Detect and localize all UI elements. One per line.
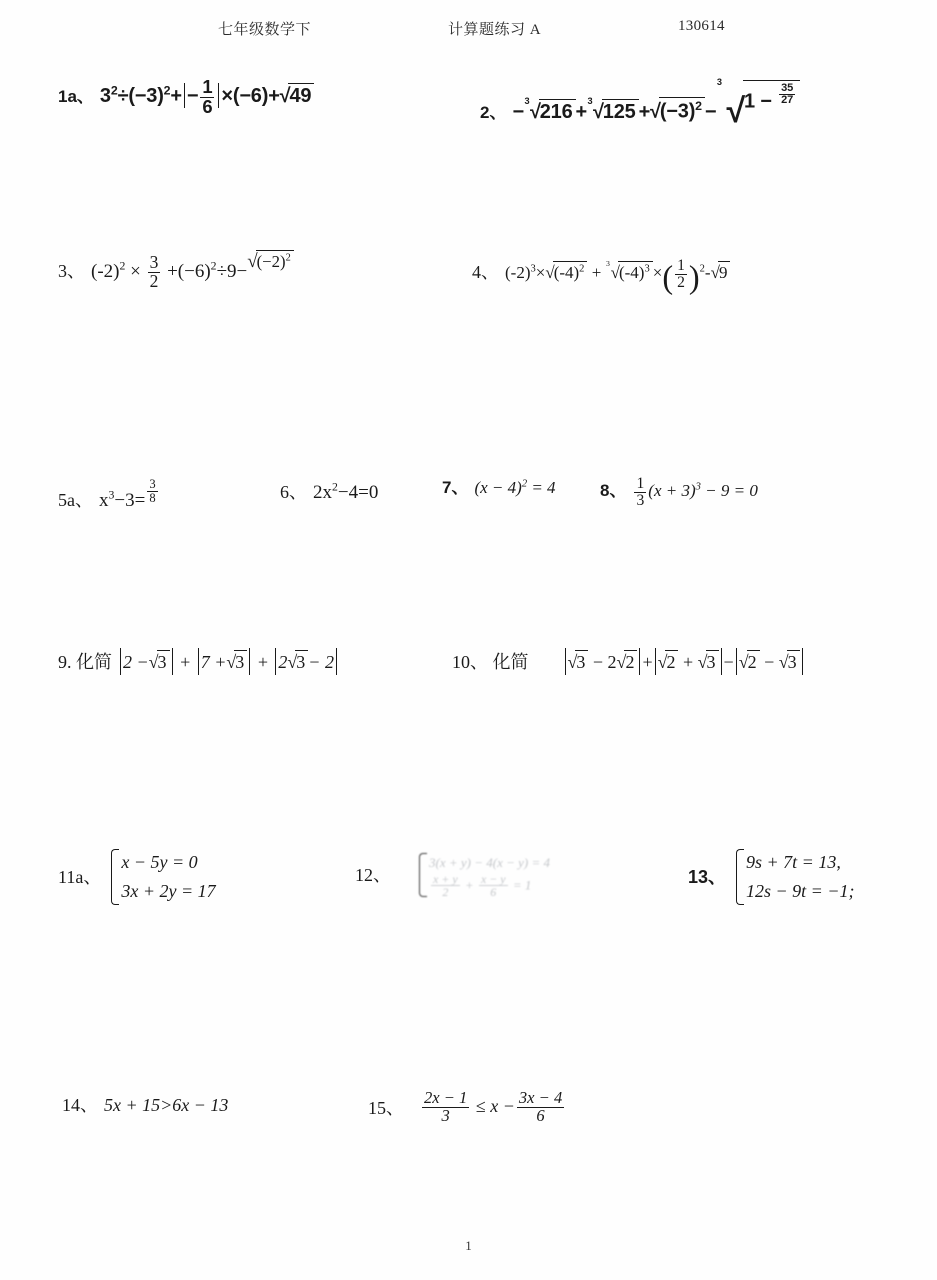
problem-14 [62,1095,228,1116]
equation-row: 12s − 9t = −1; [746,881,855,902]
problem-13-number: 13、 [688,866,727,887]
problem-7-expression: $(x - 4)^2 = 4$ [474,478,556,497]
problem-7 [442,478,556,498]
problem-3-number: 3、 [58,261,85,282]
problem-3-expression: $(-2)^2$ × $\frac{3}{2}$ $+(-6)^2\div 9-√(-2)^2$ [91,261,294,282]
equation-row: 9s + 7t = 13, [746,852,841,872]
header-code: 130614 [678,18,725,34]
problem-4 [472,258,730,296]
problem-1a-expression: $3^2\div(-3)^2+$ − $\frac{1}{6}$ ×(−6)+√49 [100,85,314,107]
header-title: 计算题练习 A [448,22,542,38]
problem-11a [58,848,216,906]
problem-14-number: 14、 [62,1095,98,1115]
equation-row: x − 5y = 0 [121,852,198,872]
problem-6 [280,481,378,504]
problem-11a-system [107,848,215,906]
problem-5a [58,478,160,512]
problem-3 [58,250,294,291]
equation-row: 3x + 2y = 17 [121,881,216,902]
problem-7-number: 7、 [442,478,469,497]
page-footer [0,1238,937,1254]
problem-10 [452,648,805,675]
header-course: 七年级数学下 [218,22,312,38]
problem-6-number: 6、 [280,482,307,503]
problem-14-expression: 5x + 15>6x − 13 [104,1095,229,1115]
problem-2 [480,77,800,131]
problem-11a-number: 11a、 [58,866,102,887]
problem-8 [600,476,758,509]
problem-9-number: 9. 化简 [58,652,112,673]
problem-9 [58,648,339,675]
problem-13-system [732,848,854,906]
problem-10-expression: √3 − 2√2 + √2 + √3 − √2 − √3 [563,652,805,672]
page-header [0,18,937,42]
problem-13 [688,848,854,906]
problem-12 [355,852,550,898]
problem-9-expression: 2 −√3 + 7 +√3 + 2√3 − 2 [118,652,339,672]
problem-6-expression: $2x^2-4=0$ [313,481,379,504]
problem-12-number: 12、 [355,864,391,885]
problem-8-expression: $\frac{1}{3}$ $(x + 3)^3 - 9 = 0$ [636,475,758,509]
problem-15-expression: $\frac{2x - 1}{3}$ ≤ x − $\frac{3x - 4}{6}$ [424,1088,563,1125]
problem-1a [58,78,314,117]
page-number: 1 [465,1238,472,1253]
problem-5a-number: 5a、 [58,489,93,510]
equation-row: 3(x + y) − 4(x − y) = 4 [429,855,550,870]
problem-8-number: 8、 [600,481,627,501]
problem-2-number: 2、 [480,102,507,122]
problem-5a-expression: $x^3-3=$ $\frac{3}{8}$ [99,477,156,511]
equation-row: $\frac{x + y}{2}$ + $\frac{x - y}{6}$ = 1 [433,872,532,900]
problem-12-system [415,852,550,898]
problem-4-number: 4、 [472,262,499,283]
problem-15 [368,1090,566,1125]
problem-1a-number: 1a、 [58,87,94,107]
problem-4-expression: $(-2)^3\times√(-4)^2$ + 3 $√(-4)^3$ ×( $\frac{1}{2}$ )$^2$-√9 [505,263,730,282]
problem-15-number: 15、 [368,1098,404,1119]
problem-10-number: 10、 化简 [452,652,529,673]
problem-2-expression: − 3 √216 + 3 $√125 +√(-3)^2$ − 3 √1 − $\frac{35}{27}$ [512,101,800,123]
